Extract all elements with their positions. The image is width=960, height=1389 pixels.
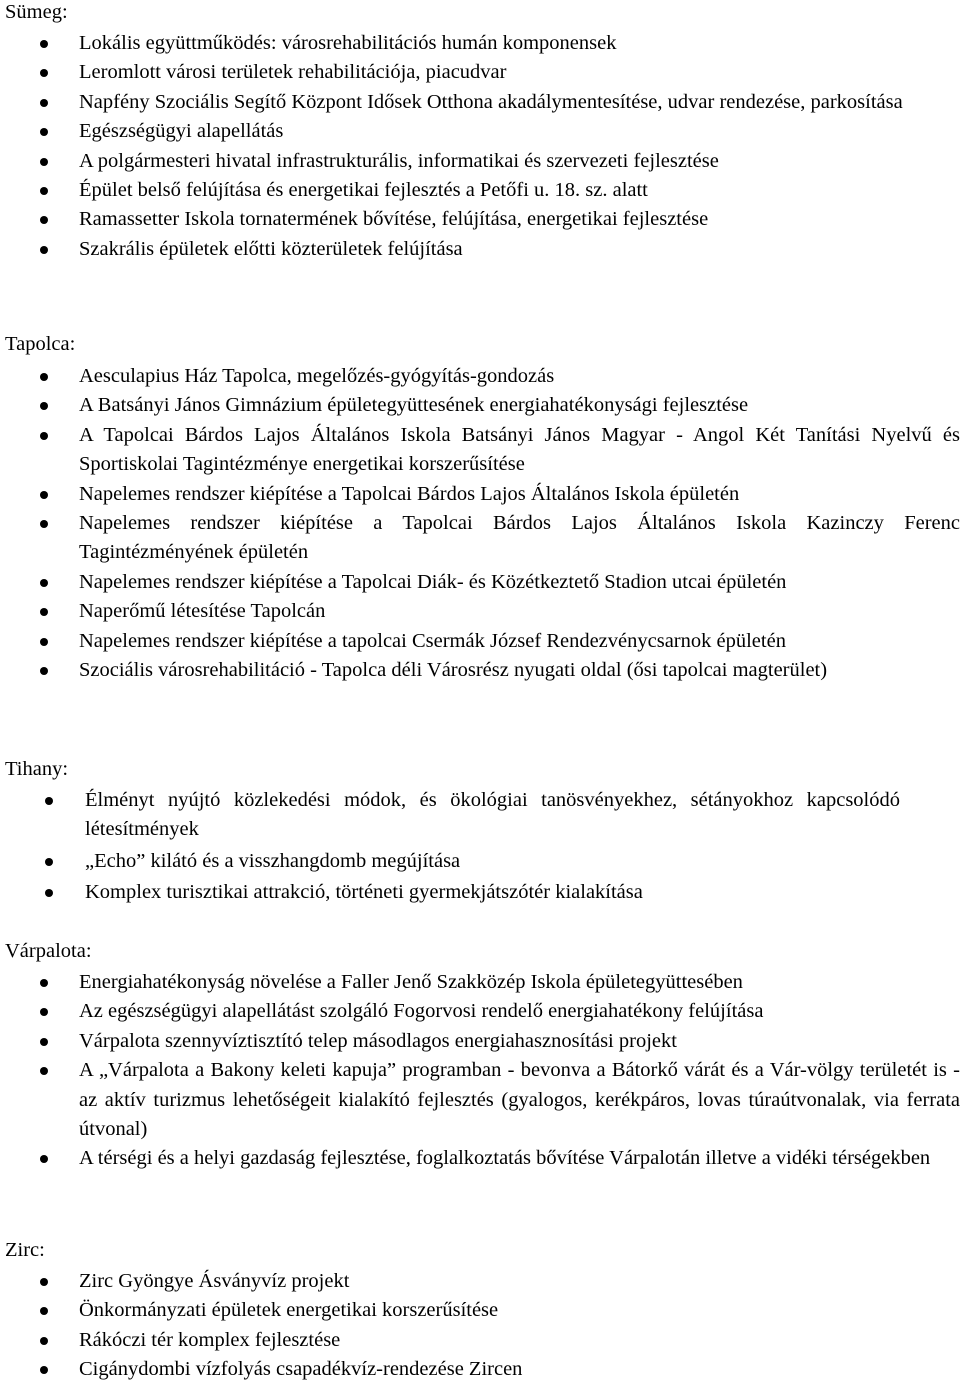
list-item: Épület belső felújítása és energetikai fejlesztés a Petőfi u. 18. sz. alatt <box>0 176 960 205</box>
bullet-icon <box>40 1008 48 1016</box>
list-item: A térségi és a helyi gazdaság fejlesztése, foglalkoztatás bővítése Várpalotán illetve a vidéki térségekben <box>0 1144 960 1173</box>
bullet-icon <box>40 1307 48 1315</box>
bullet-icon <box>45 858 53 866</box>
bullet-icon <box>40 373 48 381</box>
list-item: Aesculapius Ház Tapolca, megelőzés-gyógyítás-gondozás <box>0 362 960 391</box>
list-item: A „Várpalota a Bakony keleti kapuja” programban - bevonva a Bátorkő várát és a Vár-völgy területét is - az aktív turizmus lehetőségeit kialakító fejlesztés (gyalogos, kerékpáros, lovas túraútvonalak, via ferrata útvonal) <box>0 1056 960 1144</box>
bullet-icon <box>40 246 48 254</box>
bullet-icon <box>40 216 48 224</box>
section-heading: Várpalota: <box>5 940 92 962</box>
list-item: A Batsányi János Gimnázium épületegyüttesének energiahatékonysági fejlesztése <box>0 391 960 420</box>
bullet-icon <box>40 1366 48 1374</box>
bullet-icon <box>40 579 48 587</box>
bullet-icon <box>45 889 53 897</box>
section-heading: Tapolca: <box>5 333 76 355</box>
bullet-icon <box>45 797 53 805</box>
list-item: „Echo” kilátó és a visszhangdomb megújítása <box>0 847 960 876</box>
bullet-icon <box>40 187 48 195</box>
list-item: Napelemes rendszer kiépítése a Tapolcai Diák- és Közétkeztető Stadion utcai épületén <box>0 568 960 597</box>
list-item: Rákóczi tér komplex fejlesztése <box>0 1326 960 1355</box>
list-item: Napfény Szociális Segítő Központ Idősek Otthona akadálymentesítése, udvar rendezése, parkosítása <box>0 88 960 117</box>
list-item: Ramassetter Iskola tornatermének bővítése, felújítása, energetikai fejlesztése <box>0 205 960 234</box>
list-item: Önkormányzati épületek energetikai korszerűsítése <box>0 1296 960 1325</box>
list-item: Napelemes rendszer kiépítése a tapolcai Csermák József Rendezvénycsarnok épületén <box>0 627 960 656</box>
list-item: Szakrális épületek előtti közterületek felújítása <box>0 235 960 264</box>
bullet-icon <box>40 638 48 646</box>
list-item: Lokális együttműködés: városrehabilitációs humán komponensek <box>0 29 960 58</box>
list-item: Leromlott városi területek rehabilitációja, piacudvar <box>0 58 960 87</box>
list-item: Zirc Gyöngye Ásványvíz projekt <box>0 1267 960 1296</box>
bullet-icon <box>40 158 48 166</box>
bullet-icon <box>40 1067 48 1075</box>
bullet-icon <box>40 979 48 987</box>
list-item: Cigánydombi vízfolyás csapadékvíz-rendezése Zircen <box>0 1355 960 1384</box>
item-list <box>0 29 960 264</box>
list-item: A Tapolcai Bárdos Lajos Általános Iskola Batsányi János Magyar - Angol Két Tanítási Nyelvű és Sportiskolai Tagintézménye energetikai korszerűsítése <box>0 421 960 480</box>
bullet-icon <box>40 1038 48 1046</box>
item-list <box>0 968 960 1174</box>
section-heading: Sümeg: <box>5 1 68 23</box>
bullet-icon <box>40 402 48 410</box>
list-item: A polgármesteri hivatal infrastrukturális, informatikai és szervezeti fejlesztése <box>0 147 960 176</box>
bullet-icon <box>40 1155 48 1163</box>
bullet-icon <box>40 608 48 616</box>
section-heading: Zirc: <box>5 1239 45 1261</box>
section-heading: Tihany: <box>5 758 69 780</box>
bullet-icon <box>40 99 48 107</box>
bullet-icon <box>40 520 48 528</box>
bullet-icon <box>40 667 48 675</box>
bullet-icon <box>40 69 48 77</box>
list-item: Élményt nyújtó közlekedési módok, és ökológiai tanösvényekhez, sétányokhoz kapcsolódó létesítmények <box>0 786 960 845</box>
bullet-icon <box>40 40 48 48</box>
bullet-icon <box>40 432 48 440</box>
item-list <box>0 362 960 685</box>
list-item: Napelemes rendszer kiépítése a Tapolcai Bárdos Lajos Általános Iskola épületén <box>0 480 960 509</box>
list-item: Szociális városrehabilitáció - Tapolca déli Városrész nyugati oldal (ősi tapolcai magterület) <box>0 656 960 685</box>
item-list <box>0 1267 960 1385</box>
bullet-icon <box>40 1337 48 1345</box>
list-item: Az egészségügyi alapellátást szolgáló Fogorvosi rendelő energiahatékony felújítása <box>0 997 960 1026</box>
bullet-icon <box>40 491 48 499</box>
list-item: Energiahatékonyság növelése a Faller Jenő Szakközép Iskola épületegyüttesében <box>0 968 960 997</box>
list-item: Egészségügyi alapellátás <box>0 117 960 146</box>
bullet-icon <box>40 1278 48 1286</box>
list-item: Naperőmű létesítése Tapolcán <box>0 597 960 626</box>
list-item: Várpalota szennyvíztisztító telep másodlagos energiahasznosítási projekt <box>0 1027 960 1056</box>
list-item: Napelemes rendszer kiépítése a Tapolcai Bárdos Lajos Általános Iskola Kazinczy Ferenc Tagintézményének épületén <box>0 509 960 568</box>
item-list <box>0 786 960 908</box>
list-item: Komplex turisztikai attrakció, történeti gyermekjátszótér kialakítása <box>0 878 960 907</box>
bullet-icon <box>40 128 48 136</box>
